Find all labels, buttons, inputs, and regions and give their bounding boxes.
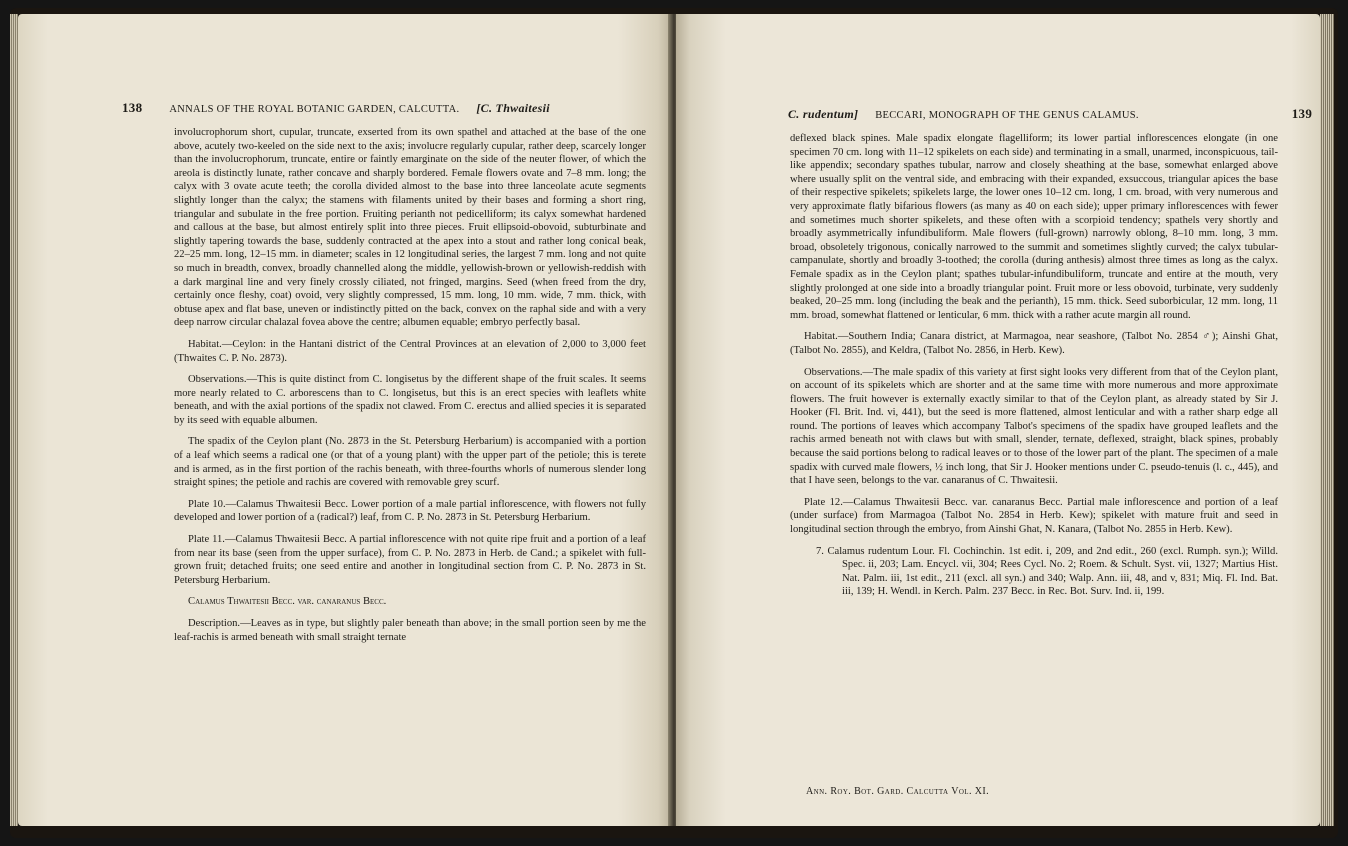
paragraph: The spadix of the Ceylon plant (No. 2873 in the St. Petersburg Herbarium) is accompanied with a portion of a leaf which seems a radical one (or that of a young plant) with the upper part of the petiole; this is terete and is armed, as in the first portion of the rachis beneath, with three-fourths whorls of numerous slender long straight spines; the petiole and rachis are covered with removable grey scurf. <box>174 436 646 489</box>
paragraph: Description.—Leaves as in type, but slightly paler beneath than above; in the small portion seen by me the leaf-rachis is armed beneath with small straight ternate <box>174 618 646 643</box>
right-body-text <box>790 132 1278 599</box>
page-footer: Ann. Roy. Bot. Gard. Calcutta Vol. XI. <box>806 786 990 797</box>
right-section-label: C. rudentum] <box>788 107 859 121</box>
left-section-label: [C. Thwaitesii <box>476 101 550 115</box>
left-page-number: 138 <box>122 100 143 115</box>
paragraph: Plate 12.—Calamus Thwaitesii Becc. var. canaranus Becc. Partial male inflorescence and portion of a leaf (under surface) from Marmagoa (Talbot No. 2854 in Herb. Kew); spikelet with mature fruit and seed in longitudinal section through the embryo, from Ainshi Ghat, N. Kanara, (Talbot No. 2855 in Herb. Kew). <box>790 496 1278 536</box>
left-page-header <box>122 100 550 116</box>
paragraph: involucrophorum short, cupular, truncate, exserted from its own spathel and attached at the base of the one above, acutely two-keeled on the side next to the axis; involucre regularly cupular, rather deep, scarcely longer than the involucrophorum, truncate, entire or faintly emarginate on the side of the neuter flower, of which the areola is distinctly lunate, rather concave and sharply bordered. Female flowers ovate and 7–8 mm. long; the calyx with 3 ovate acute teeth; the corolla divided almost to the base into three lanceolate acute segments slightly longer than the calyx; the stamens with filaments united by their bases and forming a short ring, triangular and subulate in the free portion. Fruiting perianth not pedicelliform; its calyx somewhat hardened and callous at the base, but almost entirely split into three pieces. Fruit ellipsoid-obovoid, subturbinate and slightly tapering towards the base, suddenly contracted at the apex into a stout and rather long conical beak, 22–25 mm. long, 12–15 mm. in diameter; scales in 12 longitudinal series, the largest 7 mm. long and not quite so much in breadth, convex, broadly channelled along the middle, yellowish-brown or yellowish-reddish with a dark marginal line and very finely crossly ciliated, not fringed, margins. Seed (when freed from the dry, certainly once fleshy, coat) ovoid, very slightly compressed, 15 mm. long, 10 mm. wide, 7 mm. thick, with obtuse apex and flat base, uneven or indistinctly pitted on the back, convex on the raphal side and with a very deep narrow circular chalazal fovea above the centre; albumen equable; embryo perfectly basal. <box>174 127 646 329</box>
paragraph: Observations.—This is quite distinct from C. longisetus by the different shape of the fruit scales. It seems more nearly related to C. arborescens than to C. longisetus, but this is an erect species with leaflets white beneath, and with the axial portions of the spadix not clawed. From C. erectus and allied species it is separated by its seed with equable albumen. <box>174 374 646 426</box>
left-running-head: ANNALS OF THE ROYAL BOTANIC GARDEN, CALCUTTA. <box>169 104 460 115</box>
right-page <box>676 14 1320 826</box>
page-stack-edge-right <box>1320 14 1334 826</box>
paragraph: Plate 10.—Calamus Thwaitesii Becc. Lower portion of a male partial inflorescence, with flowers not fully developed and lower portion of a (radical?) leaf, from C. P. No. 2873 in St. Petersburg Herbarium. <box>174 498 646 524</box>
left-body-text <box>174 126 646 644</box>
paragraph: Observations.—The male spadix of this variety at first sight looks very different from that of the Ceylon plant, on account of its spikelets which are shorter and at the same time with more numerous and more approximate flowers. The fruit however is externally exactly similar to that of the Ceylon plant, as already stated by Sir J. Hooker (Fl. Brit. Ind. vi, 441), but the seed is more flattened, almost lenticular and with a rather sharp edge all round. The portions of leaves which accompany Talbot's specimens of the spadix have grouped leaflets and the rachis armed beneath not with claws but with small, slender, ternate, deflexed, straight, black spines, probably because the said portions belong to radical leaves or to those of the lower part of the plant. The specimen of a male spadix with curved male flowers, ½ inch long, that Sir J. Hooker mentions under C. pseudo-tenuis (l. c., 445), and that I have seen, belongs to the var. canaranus of C. Thwaitesii. <box>790 366 1278 487</box>
species-reference: 7. Calamus rudentum Lour. Fl. Cochinchin. 1st edit. i, 209, and 2nd edit., 260 (excl. Rumph. syn.); Willd. Spec. ii, 203; Lam. Encycl. vii, 304; Rees Cycl. No. 2; Roem. & Schult. Syst. vii, 1327; Martius Hist. Nat. Palm. iii, 1st edit., 211 (excl. all syn.) and 340; Walp. Ann. iii, 48, and v, 831; Miq. Fl. Ind. Bat. iii, 139; H. Wendl. in Kerch. Palm. 237 Becc. in Rec. Bot. Surv. Ind. ii, 199. <box>816 545 1278 598</box>
paragraph: Habitat.—Southern India; Canara district, at Marmagoa, near seashore, (Talbot No. 2854 ♂); Ainshi Ghat, (Talbot No. 2855), and Keldra, (Talbot No. 2856, in Herb. Kew). <box>790 331 1278 356</box>
paragraph: Plate 11.—Calamus Thwaitesii Becc. A partial inflorescence with not quite ripe fruit and a portion of a leaf from near its base (seen from the upper surface), from C. P. No. 2873 in Herb. de Cand.; a spikelet with full-grown fruit; detached fruits; one seed entire and another in longitudinal section from C. P. No. 2873 in St. Petersburg Herbarium. <box>174 534 646 586</box>
right-running-head: BECCARI, MONOGRAPH OF THE GENUS CALAMUS. <box>875 110 1139 121</box>
left-page <box>18 14 672 826</box>
paragraph: Habitat.—Ceylon: in the Hantani district of the Central Provinces at an elevation of 2,000 to 3,000 feet (Thwaites C. P. No. 2873). <box>174 338 646 364</box>
right-page-header <box>788 106 1312 122</box>
right-page-number: 139 <box>1291 106 1313 121</box>
page-stack-edge-left <box>10 14 18 826</box>
paragraph: deflexed black spines. Male spadix elongate flagelliform; its lower partial inflorescences elongate (in one specimen 70 cm. long with 11–12 spikelets on each side) and terminating in a small, unarmed, inconspicuous, tail-like appendix; secondary spathes tubular, narrow and closely sheathing at the base, somewhat enlarged above where usually split on the ventral side, and embracing with their expanded, exsuccous, triangular apices the base of their respective spikelets; spikelets large, the lower ones 10–12 cm. long, 1 cm. broad, with very numerous and very approximate flatly bifarious flowers (as many as 40 on each side); upper primary inflorescences with fewer and sometimes much shorter spikelets, and these often with a scorpioid tendency; spathels very shortly and broadly asymmetrically infundibuliform. Male flowers (full-grown) narrowly oblong, 8–10 mm. long, 3 mm. broad, obsoletely trigonous, conically narrowed to the summit and sometimes slightly curved; the calyx tubular-campanulate, shortly and broadly 3-toothed; the corolla (during anthesis) almost three times as long as the calyx. Female spadix as in the Ceylon plant; spathes tubular-infundibuliform, truncate and entire at the mouth, very slightly prolonged at one side into a broadly triangular point. Fruit more or less obovoid, turbinate, very suddenly beaked, 20–25 mm. long (including the beak and the perianth), 15 mm. thick. Seed suborbicular, 12 mm. long, 11 mm. broad, somewhat flattened or lenticular, 6 mm. thick with a rather acute margin all round. <box>790 133 1278 321</box>
paragraph-heading: Calamus Thwaitesii Becc. var. canaranus Becc. <box>188 596 387 608</box>
